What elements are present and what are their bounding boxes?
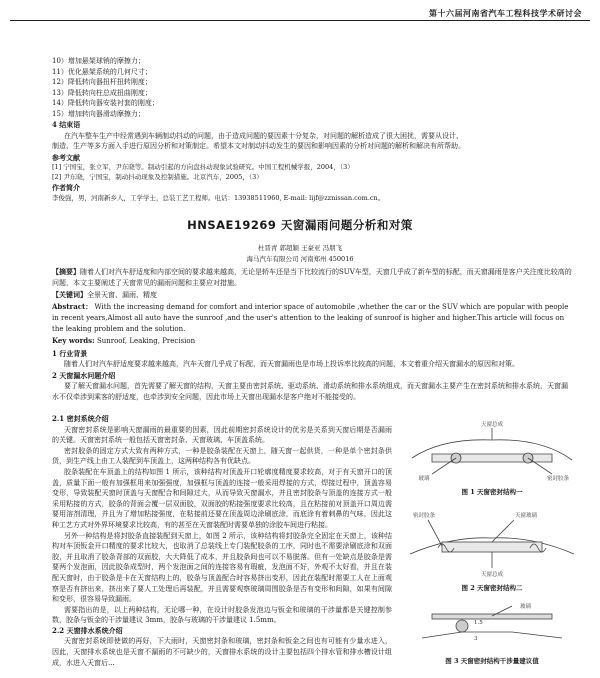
section-heading: 2.2 天窗排水系统介绍: [52, 625, 123, 635]
keywords-en-text: Sunroof, Leaking, Precision: [96, 337, 196, 345]
running-title: 第十六届河南省汽车工程科技学术研讨会: [429, 8, 582, 18]
list-item: 11）优化悬架系统的几何尺寸；: [52, 67, 152, 76]
sunroof-body-shape: [432, 454, 552, 462]
list-item: 15）增加转向器滑动摩擦力；: [52, 109, 145, 118]
article-title: HNSAE19269 天窗漏雨问题分析和对策: [187, 218, 413, 232]
conclusion-line: 在汽车整车生产中经常遇到车辆制动抖动的问题，由于造成问题的要因素十分复杂，对问题的解析造成了很大困扰，需要从设计、: [64, 131, 463, 140]
abstract-cn-label: 【摘要】: [52, 267, 80, 276]
figure-label: 玻璃: [418, 476, 430, 482]
previous-article-tail: [52, 56, 572, 203]
section-1: [52, 348, 572, 403]
list-item: 13）降低转向柱总成扭曲刚度；: [52, 88, 152, 97]
conclusion-heading: 4 结束语: [52, 120, 81, 129]
leader-line: [428, 520, 442, 546]
sunroof-body-shape: [442, 542, 542, 552]
abstract-en: [52, 301, 572, 335]
figure-label: 天窗总成: [480, 422, 504, 428]
section-heading: 2 天窗漏水问题介绍: [52, 371, 116, 380]
author-bio: 李俊强，男，河南新乡人，工学学士，总装工艺工程师。电话：13938511960, E-mail: lijf@zznissan.com.cn。: [52, 193, 385, 202]
paragraph: 密封胶条的固定方式大致有两种方式，一种是胶条装配在天窗上，随天窗一起供货，一种是单个密封条供货，到生产线上由工人装配到车顶盖上，这两种结构各有优缺点。: [52, 446, 392, 466]
figure-label: 3: [474, 636, 478, 642]
main-column: [52, 414, 392, 668]
figure-2: [402, 508, 582, 580]
list-item: 12）降低转向器扭杆扭转刚度；: [52, 78, 152, 86]
leader-line: [492, 520, 514, 542]
paragraph: 天窗密封系统是影响天窗漏雨的最重要的因素，因此前期密封系统设计的优劣是关系到天窗后期是否漏雨的关键。天窗密封系统一般包括天窗密封条、天窗玻璃、车顶盖系统。: [52, 425, 392, 445]
conclusion-line: 制造、生产等多方面入手进行原因分析和对策制定。希望本文对制动抖动发生的要因和影响因素的分析对问题的解析和解决有所帮助。: [52, 142, 465, 150]
figure-label: 玻璃: [520, 604, 532, 610]
paragraph: 胶条装配在车顶盖上的结构如图 1 所示，该种结构对顶盖开口轮廓度精度要求较高，对于有天窗开口的顶盖，质量下面一般有加强框用来加强强度，加强框与顶盖的连接一般采用焊接的方式，焊接过程中，顶盖容易变形，导致装配天窗时顶盖与天窗配合和间隙过大，从而导致天窗漏水，并且密封胶条与顶盖的连接方式一般采用粘接的方式，胶条的背面会覆一层双面胶，双面胶的粘接强度要求比较高，且在粘接前对顶盖开口周边需要用溶剂清理，并且为了增加粘接强度，在粘接前还要在顶盖周边涂刷底涂，而底涂有着刺鼻的气味，因此这种工艺方式对外界环境要求比较高，有的甚至在天窗装配时需要单独的涂胶车间进行粘接。: [52, 467, 392, 529]
section-heading: 1 行业背景: [52, 349, 88, 358]
abstract-en-label: Abstract：: [52, 302, 93, 311]
figure-2-drawing: [402, 508, 582, 580]
list-item: 10）增加悬架球销的摩擦力；: [52, 57, 145, 65]
article-affiliation: 海马汽车有限公司 河南郑州 450016: [246, 255, 354, 263]
figure-label: 密封胶条: [546, 476, 570, 482]
section-heading: 2.1 密封系统介绍: [52, 414, 109, 423]
glass-panel-shape: [432, 614, 552, 619]
reference-item: [1] 宁国宝，张立军，尹东晓等。制动引起的方向盘抖动现象试验研究。中国工程机械学报，2004，（3）: [52, 163, 354, 171]
figure-1-caption: 图 1 天窗密封结构一: [461, 488, 523, 496]
abstract-block: [52, 266, 572, 347]
reference-item: [2] 尹东晓，宁国宝，制动抖动现象及控制措施。北京汽车，2005，（3）: [52, 172, 263, 181]
references-heading: 参考文献: [52, 152, 80, 162]
author-heading: 作者简介: [52, 183, 80, 192]
keywords-en: [52, 335, 572, 347]
header-rule: [10, 20, 590, 21]
keywords-cn: [52, 289, 572, 301]
figure-2-caption: 图 2 天窗密封结构二: [461, 584, 523, 592]
figure-3: [402, 600, 582, 652]
figure-3-caption: 图 3 天窗密封结构干涉量建议值: [445, 657, 539, 665]
paragraph: 要了解天窗漏水问题，首先需要了解天窗的结构，天窗主要由密封系统、驱动系统、滑动系统和排水系统组成，而天窗漏水主要产生在密封系统和排水系统，天窗漏水不仅牵涉到乘客的舒适度，也牵涉到安全问题，因此市场上天窗出现漏水是客户绝对不能接受的。: [52, 382, 568, 401]
paragraph: 随着人们对汽车舒适度要求越来越高，汽车天窗几乎成了标配，而天窗漏雨也是市场上投诉率比较高的问题，本文着重介绍天窗漏水的原因和对策。: [64, 360, 519, 368]
keywords-cn-label: 【关键词】: [52, 290, 87, 299]
figure-1: [402, 418, 582, 484]
paragraph: 天窗密封系统即使做的再好，下大雨时，天窗密封条和玻璃，密封条和钣金之间也有可能有少量水进入，因此，天窗排水系统也是天窗不漏雨的不可缺少的，天窗排水系统的设计主要包括四个排水管和排水槽设计组成，水进入天窗后...: [52, 637, 392, 667]
paragraph: 另外一种结构是将封胶条直接装配到天窗上，如图 2 所示，该种结构将封胶条完全固定在天窗上，该种结构对车顶钣金开口精度的要求比较大，也取消了总装线上专门装配胶条的工序，同时也不需要涂刷底涂和双面胶，并且取消了胶条背部的双面胶，大大降低了成本，并且胶条间也可以不易脱落。但有一处缺点是胶条是需要两个发泡面，因此胶条成型时，两个发泡面之间的连接容易有瑕疵，发泡面不好，外观不太好看，并且在装配天窗时，由于胶条是卡在天窗结构上的，胶条与顶盖配合时容易挤出变形，因此在装配时需要工人在上面观察是否有挤出来，挤出来了要人工处理后再装配，并且需要观察玻璃周围胶条是否有变形和间隙，如果有间隙和变形，很容易导致漏雨。: [52, 531, 392, 604]
abstract-en-text: With the increasing demand for comfort and interior space of automobile ,whether the car or the SUV which are popular with people in recent years,Almost all auto have the sunroof ,and the user's attention to the leaking of sunroof is higher and higher.This article will focus on the leaking problem and the solution.: [52, 303, 569, 333]
abstract-cn: [52, 266, 572, 289]
figure-label: 天窗玻璃: [514, 513, 538, 519]
figure-label: 密封胶条: [412, 513, 436, 519]
figure-label: 天窗总成: [480, 572, 504, 578]
list-item: 14）降低转向器安装衬套的刚度；: [52, 99, 159, 107]
figure-1-drawing: [402, 418, 582, 484]
keywords-cn-text: 全景天窗、漏雨、精度: [87, 291, 157, 299]
figure-label: 1.5: [474, 620, 483, 626]
seal-section-shape: [456, 620, 468, 632]
figure-3-drawing: [402, 600, 582, 652]
roof-flange-shape: [422, 632, 562, 638]
keywords-en-label: Key words:: [52, 336, 95, 345]
abstract-cn-text: 随着人们对汽车舒适度和内部空间的要求越来越高，无论是轿车还是当下比较流行的SUV车型，天窗几乎成了新车型的标配，而天窗漏雨是客户关注度比较高的问题，本文主要阐述了天窗常见的漏雨问题和主要应对措施。: [52, 268, 572, 287]
article-authors: 杜晋青 郭超颖 王豪亚 冯朋飞: [257, 244, 343, 252]
paragraph: 需要指出的是，以上两种结构，无论哪一种，在设计时胶条发泡边与钣金和玻璃的干涉量都是关键控制参数，胶条与钣金的干涉量建议 3mm，胶条与玻璃的干涉量建议 1.5mm。: [52, 605, 392, 625]
